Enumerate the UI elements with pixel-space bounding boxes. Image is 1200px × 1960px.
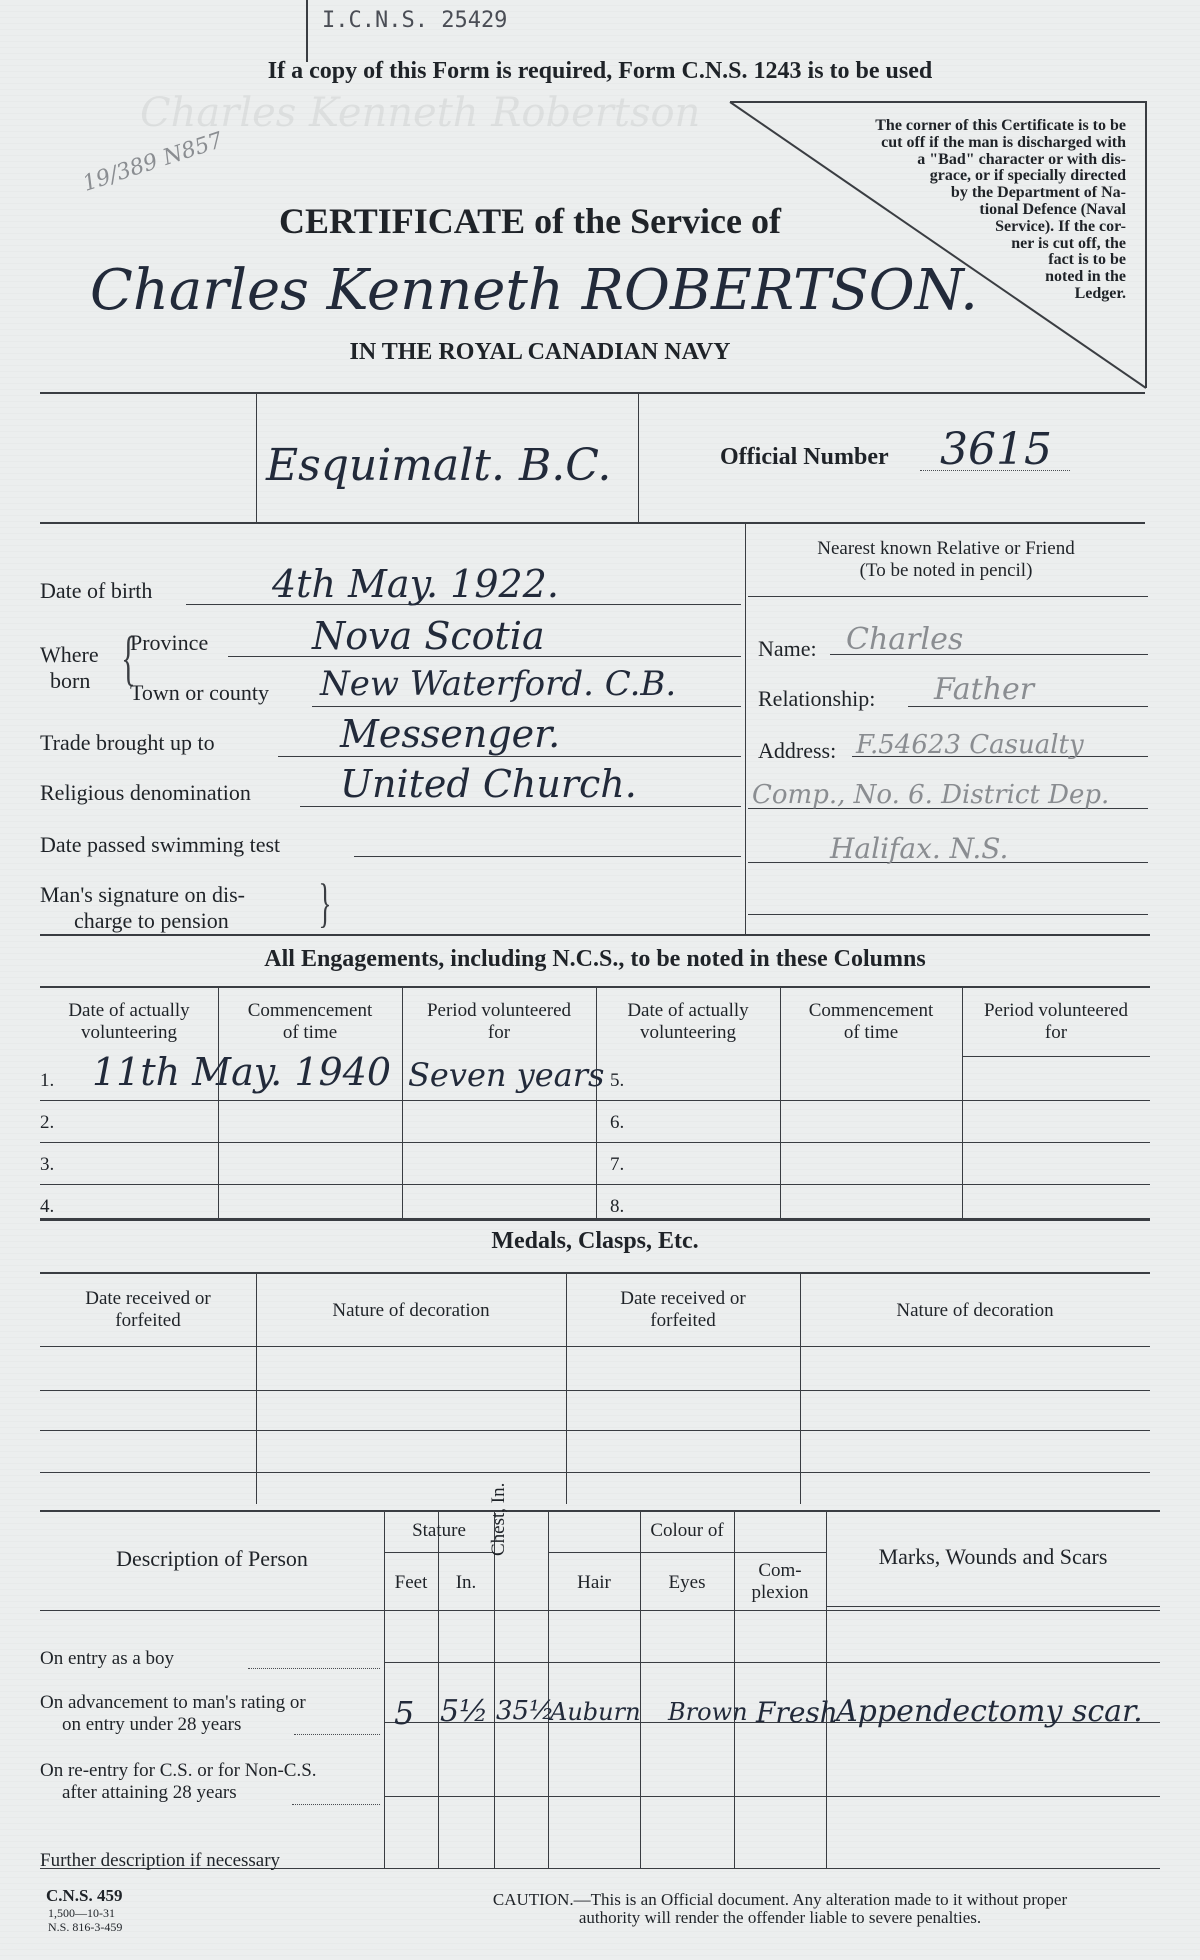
bleed-through-text: Charles Kenneth Robertson [140,90,701,136]
engagements-heading: All Engagements, including N.C.S., to be noted in these Columns [264,946,926,972]
engagement-col-header: Commencement [808,1000,934,1021]
inches-header: In. [455,1572,477,1593]
rule [384,1552,494,1553]
medal-col-header: Date received or [85,1288,211,1309]
row-number: 6. [610,1112,625,1133]
rule [640,1510,641,1868]
trade-value: Messenger. [340,712,561,756]
address-line-1: F.54623 Casualty [856,730,1084,760]
official-number-label: Official Number [720,444,889,470]
colour-of-header: Colour of [650,1520,724,1541]
rule [962,1056,1150,1057]
description-row-label: after attaining 28 years [62,1782,237,1803]
engagement-col-header: volunteering [80,1022,178,1043]
where-born-label-1: Where [40,642,99,667]
engagement-col-header: for [1044,1022,1068,1043]
inches-value: 5½ [440,1694,489,1729]
caution-line-2: authority will render the offender liable to severe penalties. [578,1908,982,1927]
rule [40,1430,1150,1431]
corner-note-line: cut off if the man is discharged with [881,133,1126,151]
rule [40,1510,1160,1512]
feet-header: Feet [394,1572,428,1593]
town-value: New Waterford. C.B. [320,664,677,704]
rule [278,756,741,757]
seaman-name: Charles Kenneth ROBERTSON. [90,258,978,323]
engagement-col-header: Date of actually [68,1000,190,1021]
form-code: C.N.S. 459 [46,1886,123,1905]
rule [748,596,1148,597]
medal-col-header: forfeited [650,1310,716,1331]
rule [638,392,639,522]
hair-header: Hair [577,1572,611,1593]
row-number: 1. [40,1070,55,1091]
province-value: Nova Scotia [312,614,545,658]
rule [494,1510,495,1868]
rule [354,856,741,857]
corner-note-line: tional Defence (Naval [979,200,1126,218]
medals-heading: Medals, Clasps, Etc. [491,1228,699,1254]
medal-col-header: Nature of decoration [896,1300,1054,1321]
registry-stamp: I.C.N.S. 25429 [322,8,508,33]
corner-note-line: noted in the [1045,268,1126,286]
engagement-1-period: Seven years [408,1056,605,1094]
rule [40,986,1150,988]
engagement-col-header: of time [843,1022,899,1043]
corner-note-line: by the Department of Na- [950,184,1126,202]
caution-line-1: CAUTION.—This is an Official document. Any alteration made to it without proper [492,1890,1068,1909]
rule [40,1142,1150,1143]
address-line-2: Comp., No. 6. District Dep. [752,780,1110,810]
rule [826,1606,1160,1607]
relative-name: Charles [846,622,964,657]
print-line-1: 1,500—10-31 [48,1906,115,1920]
eyes-value: Brown [668,1698,748,1726]
address-line-3: Halifax. N.S. [830,832,1009,865]
corner-note-line: The corner of this Certificate is to be [875,117,1126,134]
corner-note-line: Service). If the cor- [995,217,1126,235]
corner-note-line: a "Bad" character or with dis- [917,150,1126,168]
rule [40,1610,1160,1611]
engagement-col-header: Date of actually [627,1000,749,1021]
rule [40,934,1150,936]
engagement-col-header: for [487,1022,511,1043]
relative-heading-2: (To be noted in pencil) [859,560,1033,581]
corner-note-line: fact is to be [1048,251,1126,269]
rule [748,914,1148,915]
row-number: 5. [610,1070,625,1091]
rule [384,1510,385,1868]
row-number: 8. [610,1196,625,1217]
where-born-label-2: born [50,668,91,693]
certificate-title: CERTIFICATE of the Service of [278,201,781,241]
marks-header: Marks, Wounds and Scars [878,1544,1108,1569]
row-number: 7. [610,1154,625,1175]
description-row-label: On re-entry for C.S. or for Non-C.S. [40,1760,317,1781]
medal-col-header: forfeited [115,1310,181,1331]
engagement-col-header: volunteering [639,1022,737,1043]
chest-value: 35½ [496,1696,555,1726]
eyes-header: Eyes [668,1572,706,1593]
rule [438,1510,439,1868]
description-row-label: On entry as a boy [40,1648,175,1669]
dob-label: Date of birth [40,578,153,603]
stamp-rule [306,0,308,62]
hair-value: Auburn [550,1698,641,1726]
address-label: Address: [758,738,837,763]
corner-note-line: Ledger. [1074,284,1126,302]
navy-subtitle: IN THE ROYAL CANADIAN NAVY [349,339,731,365]
corner-note-line: ner is cut off, the [1011,234,1126,252]
description-row-label: Further description if necessary [40,1850,281,1871]
relationship-label: Relationship: [758,686,876,711]
relative-heading-1: Nearest known Relative or Friend [817,538,1075,559]
engagement-1-date: 11th May. 1940 [92,1050,392,1094]
rule [312,706,741,707]
signature-label-1: Man's signature on dis- [40,882,245,907]
rule [40,1346,1150,1347]
rule [40,1472,1150,1473]
row-number: 4. [40,1196,55,1217]
rule [384,1662,1160,1663]
chest-header: Chest, In. [488,1482,509,1556]
medal-col-header: Nature of decoration [332,1300,490,1321]
description-row-label: On advancement to man's rating or [40,1692,306,1713]
row-number: 3. [40,1154,55,1175]
row-number: 2. [40,1112,55,1133]
margin-pencil-note: 19/389 N857 [79,128,226,197]
rule [745,522,746,934]
engagement-col-header: Commencement [247,1000,373,1021]
trade-label: Trade brought up to [40,730,215,755]
signature-label-2: charge to pension [74,908,229,933]
port-of-entry: Esquimalt. B.C. [266,440,612,491]
rule [40,1218,1150,1221]
rule [40,392,1145,394]
engagement-col-header: of time [282,1022,338,1043]
rule [548,1510,549,1868]
brace: { [121,625,136,691]
rule [300,806,741,807]
relative-name-label: Name: [758,636,817,661]
complexion-value: Fresh [756,1696,838,1729]
marks-value: Appendectomy scar. [836,1694,1143,1729]
rule [256,392,257,522]
brace: } [318,873,332,933]
religion-label: Religious denomination [40,780,251,805]
religion-value: United Church. [340,762,637,806]
medal-col-header: Date received or [620,1288,746,1309]
print-line-2: N.S. 816-3-459 [48,1920,123,1934]
rule [384,1796,1160,1797]
rule [40,1100,1150,1101]
rule [40,1272,1150,1274]
rule [40,1390,1150,1391]
complexion-header: Com- [758,1560,802,1581]
rule [40,1184,1150,1185]
swim-test-label: Date passed swimming test [40,832,281,857]
relationship-value: Father [934,672,1035,707]
official-number: 3615 [940,424,1052,475]
feet-value: 5 [394,1694,415,1732]
province-label: Province [130,630,209,655]
dob-value: 4th May. 1922. [272,562,559,606]
rule [292,1804,380,1805]
complexion-header: plexion [751,1582,809,1603]
engagement-col-header: Period volunteered [426,1000,572,1021]
rule [294,1734,380,1735]
stature-header: Stature [412,1520,466,1541]
copy-notice: If a copy of this Form is required, Form C.N.S. 1243 is to be used [267,58,933,84]
rule [248,1668,380,1669]
town-label: Town or county [130,680,269,705]
engagement-col-header: Period volunteered [983,1000,1129,1021]
rule [548,1552,826,1553]
description-row-label: on entry under 28 years [62,1714,242,1735]
description-heading: Description of Person [116,1546,308,1571]
corner-note-line: grace, or if specially directed [929,167,1126,185]
rule [40,522,1145,524]
